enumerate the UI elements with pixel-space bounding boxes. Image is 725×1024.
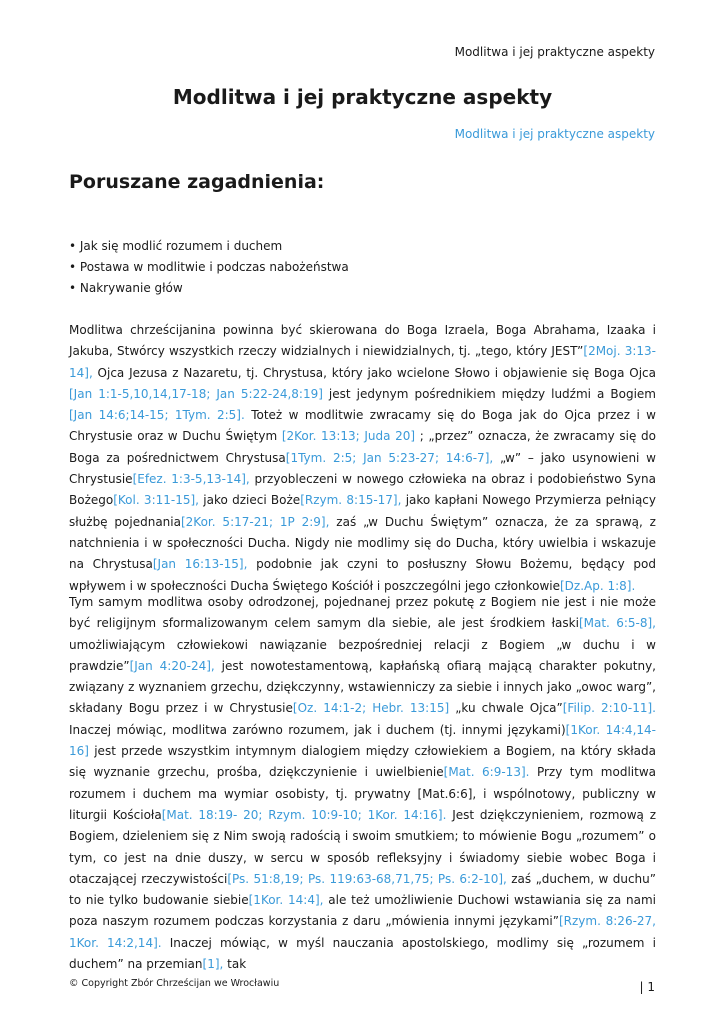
paragraph-text: zaś „duchem, w duchu” to nie tylko budowanie siebie [69,871,656,908]
paragraph-2 [69,592,656,975]
scripture-reference-link[interactable]: [Mat. 6:5-8], [578,616,656,631]
scripture-reference-link[interactable]: [Rzym. 8:26-27, 1Kor. 14:2,14]. [69,914,656,950]
paragraph-text: jako dzieci Boże [198,493,301,508]
paragraph-text: Tym samym modlitwa osoby odrodzonej, pojednanej przez pokutę z Bogiem nie jest i nie może być religijnym sformalizowanym celem samym dla siebie, ale jest środkiem łaski [69,595,656,631]
paragraph-text: tak [223,957,247,972]
paragraph-text: Inaczej mówiąc, w myśl nauczania apostolskiego, modlimy się „rozumem i duchem” na przemian [69,935,656,972]
document-title: Modlitwa i jej praktyczne aspekty [172,85,553,109]
scripture-reference-link[interactable]: [2Kor. 5:17-21; 1P 2:9], [180,514,330,529]
list-item: • Jak się modlić rozumem i duchem [69,239,283,253]
paragraph-text: jest przede wszystkim intymnym dialogiem między człowiekiem a Bogiem, na który składa się wyznanie grzechu, prośba, dziękczynienie i uwielbienie [69,744,656,780]
scripture-reference-link[interactable]: [Oz. 14:1-2; Hebr. 13:15] [292,701,450,716]
scripture-reference-link[interactable]: [2Kor. 13:13; Juda 20] [281,429,416,444]
paragraph-1 [69,320,656,597]
paragraph-text: ale też umożliwienie Duchowi wstawiania się za nami poza naszym rozumem podczas korzystania z daru „mówienia innymi językami” [69,893,656,929]
running-header: Modlitwa i jej praktyczne aspekty [454,45,655,59]
paragraph-text: Toteż w modlitwie zwracamy się do Boga jak do Ojca przez i w Chrystusie oraz w Duchu Świętym [69,408,656,444]
scripture-reference-link[interactable]: [Jan 14:6;14-15; 1Tym. 2:5]. [69,408,245,423]
scripture-reference-link[interactable]: [1Tym. 2:5; Jan 5:23-27; 14:6-7], [285,450,494,465]
topics-list [69,236,659,299]
paragraph-text: Inaczej mówiąc, modlitwa zarówno rozumem, jak i duchem (tj. innymi językami) [69,722,566,737]
paragraph-text: Ojca Jezusa z Nazaretu, tj. Chrystusa, który jako wcielone Słowo i objawienie się Boga Ojca [92,365,656,380]
scripture-reference-link[interactable]: [Dz.Ap. 1:8]. [559,578,636,593]
paragraph-text: zaś „w Duchu Świętym” oznacza, że za sprawą, z natchnienia i w społeczności Ducha. Nigdy nie modlimy się do Ducha, który uwielbia i wskazuje na Chrystusa [69,514,656,572]
scripture-reference-link[interactable]: [2Moj. 3:13-14], [69,344,656,380]
paragraph-text: jest nowotestamentową, kapłańską ofiarą mającą charakter pokutny, związany z wyznaniem grzechu, dziękczynny, wstawienniczy za siebie i innych jako „owoc warg”, składany Bogu przez i w Chrystusie [69,658,656,716]
scripture-reference-link[interactable]: [Efez. 1:3-5,13-14], [132,472,250,487]
scripture-reference-link[interactable]: [Filip. 2:10-11]. [562,701,656,716]
paragraph-text: Jest dziękczynieniem, rozmową z Bogiem, dzieleniem się z Nim swoją radością i swoim smutkiem; to mówienie Bogu „rozumem” o tym, co jest na dnie duszy, w sercu w sposób refleksyjny i świadomy siebie wobec Boga i otaczającej rzeczywistości [69,807,657,886]
paragraph-text: umożliwiającym człowiekowi nawiązanie bezpośredniej relacji z Bogiem „w duchu i w prawdzie” [69,637,656,673]
scripture-reference-link[interactable]: [1Kor. 14:4,14-16] [69,722,656,759]
scripture-reference-link[interactable]: [Jan 1:1-5,10,14,17-18; Jan 5:22-24,8:19] [69,386,323,401]
paragraph-text: jako kapłani Nowego Przymierza pełniący służbę pojednania [69,493,656,529]
scripture-reference-link[interactable]: [Mat. 18:19- 20; Rzym. 10:9-10; 1Kor. 14:16]. [161,807,447,822]
title-link[interactable]: Modlitwa i jej praktyczne aspekty [454,127,655,141]
scripture-reference-link[interactable]: [Kol. 3:11-15], [113,493,199,508]
page-number: | 1 [639,980,655,994]
paragraph-text: „w” – jako usynowieni w Chrystusie [69,450,656,487]
scripture-reference-link[interactable]: [1Kor. 14:4], [248,893,324,908]
scripture-reference-link[interactable]: [Jan 4:20-24], [129,658,215,673]
paragraph-text: podobnie jak czyni to posłuszny Słowu Bożemu, będący pod wpływem i w społeczności Ducha Świętego Kościół i poszczególni jego członkowie [69,557,657,593]
scripture-reference-link[interactable]: [1], [202,957,224,972]
scripture-reference-link[interactable]: [Mat. 6:9-13]. [443,765,530,780]
paragraph-text: ; „przez” oznacza, że zwracamy się do Boga za pośrednictwem Chrystusa [69,429,656,465]
scripture-reference-link[interactable]: [Rzym. 8:15-17], [300,493,402,508]
scripture-reference-link[interactable]: [Ps. 51:8,19; Ps. 119:63-68,71,75; Ps. 6:2-10], [227,871,507,886]
scripture-reference-link[interactable]: [Jan 16:13-15], [152,557,248,572]
paragraph-text: Przy tym modlitwa rozumem i duchem ma wymiar osobisty, tj. prywatny [Mat.6:6], i wspólnotowy, publiczny w liturgii Kościoła [69,765,656,822]
paragraph-text: jest jedynym pośrednikiem między ludźmi a Bogiem [322,386,656,401]
paragraph-text: „ku chwale Ojca” [449,701,563,716]
list-item: • Nakrywanie głów [69,281,183,295]
list-item: • Postawa w modlitwie i podczas nabożeństwa [69,260,349,274]
section-heading: Poruszane zagadnienia: [69,171,325,193]
paragraph-text: Modlitwa chrześcijanina powinna być skierowana do Boga Izraela, Boga Abrahama, Izaaka i Jakuba, Stwórcy wszystkich rzeczy widzialnych i niewidzialnych, tj. „tego, który JEST” [69,323,656,359]
paragraph-text: przyobleczeni w nowego człowieka na obraz i podobieństwo Syna Bożego [69,472,656,508]
footer-copyright: © Copyright Zbór Chrześcijan we Wrocławiu [69,978,280,989]
